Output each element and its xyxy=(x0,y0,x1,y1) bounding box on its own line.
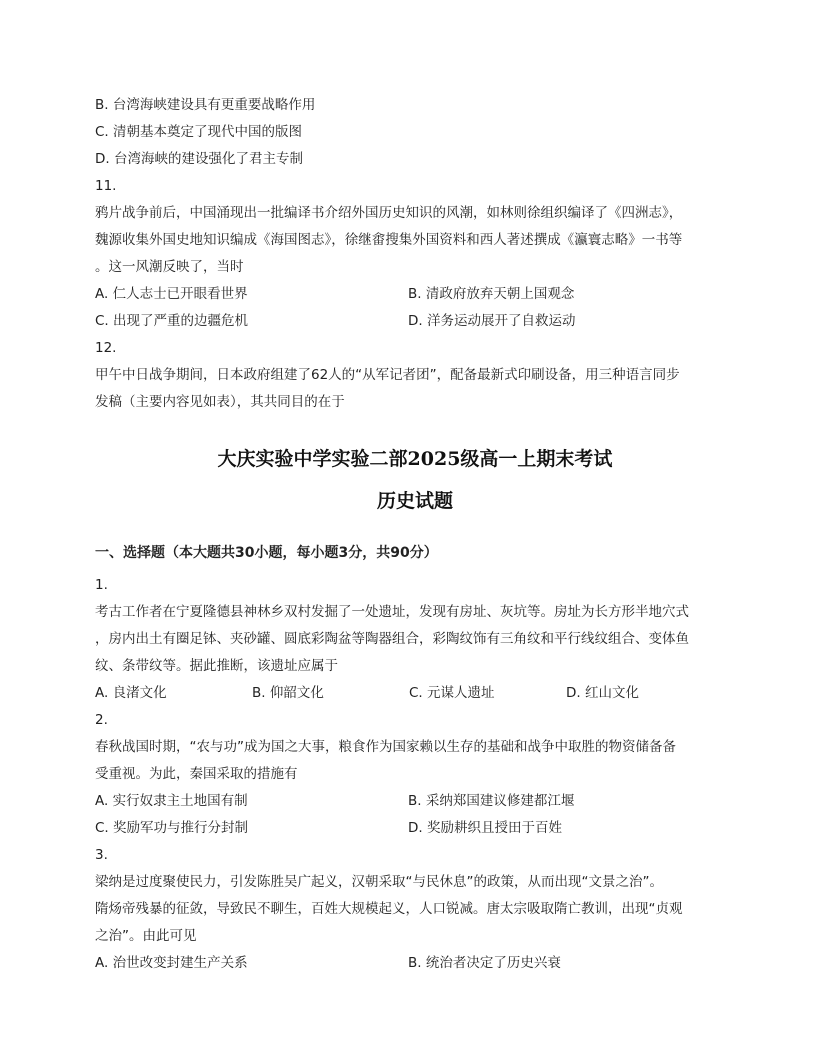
exam-header xyxy=(95,438,735,522)
question-stem-line: 春秋战国时期，“农与功”成为国之大事，粮食作为国家赖以生存的基础和战争中取胜的物资储备备 xyxy=(95,739,676,755)
option-a: A. 良渚文化 xyxy=(95,685,167,701)
option-b: B. 采纳郑国建议修建都江堰 xyxy=(408,793,575,809)
option-a: A. 治世改变封建生产关系 xyxy=(95,955,248,971)
page-content xyxy=(95,92,735,977)
question-stem-line: 纹、条带纹等。据此推断，该遗址应属于 xyxy=(95,658,338,674)
options-row xyxy=(95,308,735,335)
option-d: D. 洋务运动展开了自救运动 xyxy=(408,313,576,329)
question-stem-line: 梁纳是过度聚使民力，引发陈胜吴广起义，汉朝采取“与民休息”的政策，从而出现“文景之治”。 xyxy=(95,874,663,890)
option-b: B. 统治者决定了历史兴衰 xyxy=(408,955,561,971)
options-row xyxy=(95,680,735,707)
option-b: B. 清政府放弃天朝上国观念 xyxy=(408,286,575,302)
option-d: D. 奖励耕织且授田于百姓 xyxy=(408,820,562,836)
exam-subtitle: 历史试题 xyxy=(376,490,453,512)
question-stem-line: 隋炀帝残暴的征敛，导致民不聊生，百姓大规模起义，人口锐减。唐太宗吸取隋亡教训，出现“贞观 xyxy=(95,901,683,917)
question-stem-line: 鸦片战争前后，中国涌现出一批编译书介绍外国历史知识的风潮，如林则徐组织编译了《四洲志》， xyxy=(95,205,683,221)
option-line: C. 清朝基本奠定了现代中国的版图 xyxy=(95,124,303,140)
option-c: C. 奖励军功与推行分封制 xyxy=(95,820,249,836)
options-row xyxy=(95,950,735,977)
exam-title: 大庆实验中学实验二部2025级高一上期末考试 xyxy=(217,448,613,470)
option-line: D. 台湾海峡的建设强化了君主专制 xyxy=(95,151,303,167)
question-stem-line: 受重视。为此，秦国采取的措施有 xyxy=(95,766,298,782)
question-stem-line: 。这一风潮反映了，当时 xyxy=(95,259,244,275)
option-b: B. 仰韶文化 xyxy=(252,685,324,701)
option-c: C. 元谋人遗址 xyxy=(409,685,495,701)
question-number: 11. xyxy=(95,178,117,194)
question-stem-line: ，房内出土有圈足钵、夹砂罐、圆底彩陶盆等陶器组合，彩陶纹饰有三角纹和平行线纹组合、变体鱼 xyxy=(95,631,689,647)
option-a: A. 实行奴隶主土地国有制 xyxy=(95,793,248,809)
question-stem-line: 之治”。由此可见 xyxy=(95,928,197,944)
question-stem-line: 发稿（主要内容见如表），其共同目的在于 xyxy=(95,394,345,410)
question-stem-line: 考古工作者在宁夏隆德县神林乡双村发掘了一处遗址，发现有房址、灰坑等。房址为长方形半地穴式 xyxy=(95,604,689,620)
question-number: 2. xyxy=(95,712,108,728)
question-stem-line: 甲午中日战争期间，日本政府组建了62人的“从军记者团”，配备最新式印刷设备，用三种语言同步 xyxy=(95,367,680,383)
question-number: 1. xyxy=(95,577,108,593)
question-stem-line: 魏源收集外国史地知识编成《海国图志》，徐继畬搜集外国资料和西人著述撰成《瀛寰志略》一书等 xyxy=(95,232,683,248)
section-heading: 一、选择题（本大题共30小题，每小题3分，共90分） xyxy=(95,545,438,561)
option-c: C. 出现了严重的边疆危机 xyxy=(95,313,249,329)
question-number: 3. xyxy=(95,847,108,863)
options-row xyxy=(95,281,735,308)
question-number: 12. xyxy=(95,340,117,356)
options-row xyxy=(95,815,735,842)
options-row xyxy=(95,788,735,815)
option-a: A. 仁人志士已开眼看世界 xyxy=(95,286,248,302)
option-d: D. 红山文化 xyxy=(566,685,639,701)
option-line: B. 台湾海峡建设具有更重要战略作用 xyxy=(95,97,316,113)
